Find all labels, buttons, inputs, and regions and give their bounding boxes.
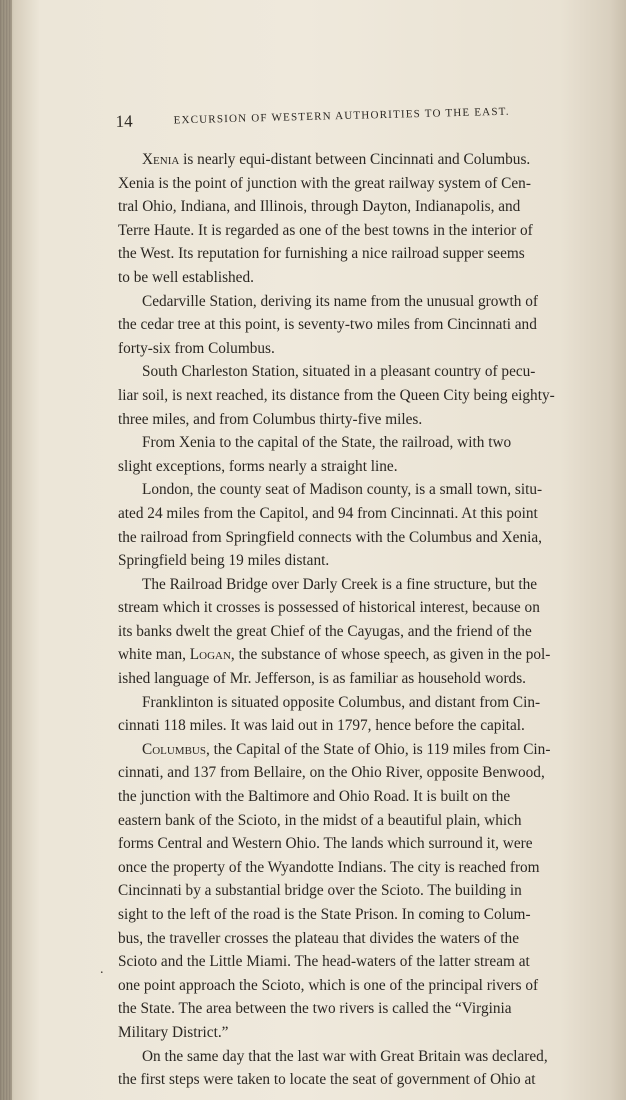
- text-line: its banks dwelt the great Chief of the Cayugas, and the friend of the: [118, 622, 532, 640]
- text-line: Scioto and the Little Miami. The head-waters of the latter stream at: [118, 953, 530, 971]
- text-line: cinnati, and 137 from Bellaire, on the Ohio River, opposite Benwood,: [118, 764, 545, 782]
- running-head: EXCURSION OF WESTERN AUTHORITIES TO THE EAST.: [173, 105, 510, 127]
- text-line: the first steps were taken to locate the seat of government of Ohio at: [118, 1071, 536, 1089]
- text-line: one point approach the Scioto, which is one of the principal rivers of: [118, 976, 539, 994]
- text-line: bus, the traveller crosses the plateau that divides the waters of the: [118, 929, 519, 947]
- text-line: the West. Its reputation for furnishing a nice railroad supper seems: [118, 245, 525, 263]
- text-line: forms Central and Western Ohio. The lands which surround it, were: [118, 835, 533, 853]
- text-line: Xenia is the point of junction with the great railway system of Cen-: [118, 174, 531, 192]
- text-line: sight to the left of the road is the State Prison. In coming to Colum-: [118, 906, 531, 923]
- text-line: cinnati 118 miles. It was laid out in 1797, hence before the capital.: [118, 717, 525, 735]
- text-line: From Xenia to the capital of the State, the railroad, with two: [142, 434, 512, 452]
- text-line: the cedar tree at this point, is seventy-two miles from Cincinnati and: [118, 316, 537, 334]
- small-caps-name: Xenia: [142, 151, 180, 168]
- text-line: Springfield being 19 miles distant.: [118, 552, 330, 570]
- text-line: Terre Haute. It is regarded as one of the best towns in the interior of: [118, 221, 533, 239]
- small-caps-name: Logan: [189, 646, 231, 664]
- text-line: to be well established.: [118, 268, 254, 286]
- text-line: London, the county seat of Madison county, is a small town, situ-: [142, 481, 543, 499]
- text-line: Military District.”: [118, 1023, 229, 1041]
- margin-mark: .: [100, 962, 104, 977]
- small-caps-name: Columbus: [142, 740, 206, 758]
- text-line: liar soil, is next reached, its distance from the Queen City being eighty-: [118, 386, 555, 404]
- text-line: The Railroad Bridge over Darly Creek is a fine structure, but the: [142, 575, 538, 593]
- text-line: eastern bank of the Scioto, in the midst of a beautiful plain, which: [118, 811, 522, 829]
- text-line: On the same day that the last war with Great Britain was declared,: [142, 1047, 548, 1065]
- text-line: the State. The area between the two rivers is called the “Virginia: [118, 1000, 512, 1018]
- book-gutter: [0, 0, 12, 1100]
- text-line: ated 24 miles from the Capitol, and 94 from Cincinnati. At this point: [118, 504, 538, 522]
- text-line: South Charleston Station, situated in a pleasant country of pecu-: [142, 363, 536, 381]
- text-line: the railroad from Springfield connects with the Columbus and Xenia,: [118, 528, 542, 546]
- text-line: slight exceptions, forms nearly a straight line.: [118, 457, 398, 475]
- text-line: forty-six from Columbus.: [118, 339, 275, 357]
- text-line: the junction with the Baltimore and Ohio Road. It is built on the: [118, 788, 511, 806]
- page-header: [115, 100, 565, 136]
- body-text: [118, 148, 618, 1092]
- text-line: stream which it crosses is possessed of historical interest, because on: [118, 599, 540, 617]
- text-line: once the property of the Wyandotte Indians. The city is reached from: [118, 858, 540, 876]
- text-line: white man, Logan, the substance of whose speech, as given in the pol-: [118, 646, 551, 664]
- text-line: ished language of Mr. Jefferson, is as familiar as household words.: [118, 670, 526, 688]
- text-line: Xenia is nearly equi-distant between Cincinnati and Columbus.: [142, 151, 531, 168]
- text-line: Cedarville Station, deriving its name from the unusual growth of: [142, 292, 538, 310]
- text-line: Cincinnati by a substantial bridge over the Scioto. The building in: [118, 882, 522, 900]
- text-line: tral Ohio, Indiana, and Illinois, through Dayton, Indianapolis, and: [118, 198, 521, 216]
- text-line: three miles, and from Columbus thirty-five miles.: [118, 410, 423, 428]
- text-line: Franklinton is situated opposite Columbus, and distant from Cin-: [142, 693, 541, 711]
- page-number: 14: [115, 111, 133, 132]
- text-line: Columbus, the Capital of the State of Ohio, is 119 miles from Cin-: [142, 740, 551, 758]
